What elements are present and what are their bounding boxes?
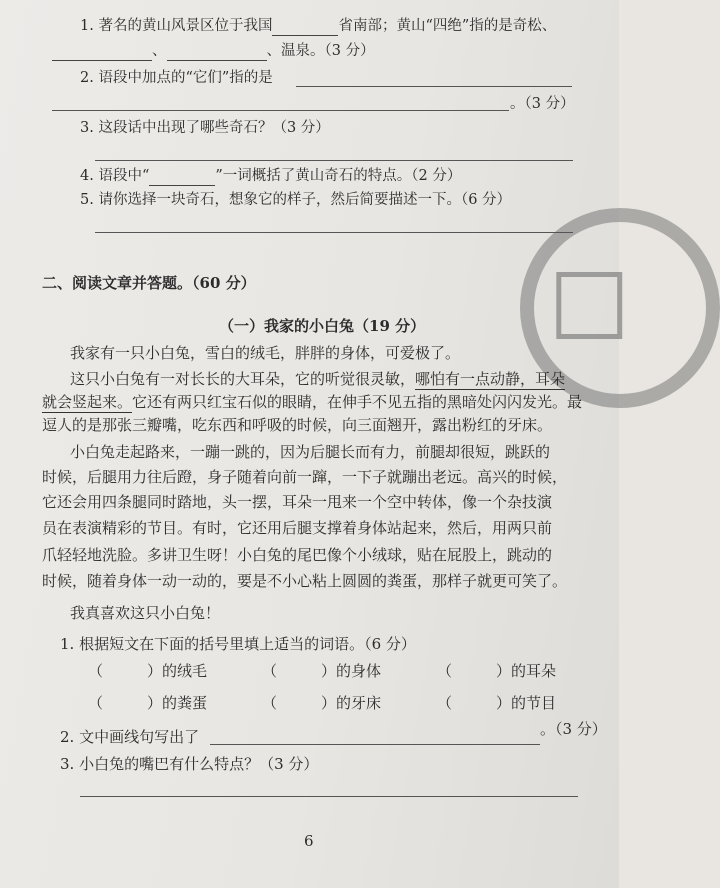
story-question-3: 3. 小白兔的嘴巴有什么特点？（3 分） — [60, 755, 319, 773]
story-line: 时候，随着身体一动一动的，要是不小心粘上圆圆的粪蛋，那样子就更可笑了。 — [42, 572, 568, 590]
story-line: 我真喜欢这只小白兔！ — [70, 604, 221, 622]
story-line: 小白兔走起路来，一蹦一跳的，因为后腿长而有力，前腿却很短，跳跃的 — [70, 443, 551, 461]
question-2-score: 。（3 分） — [540, 720, 607, 738]
question-1: 1. 著名的黄山风景区位于我国 省南部；黄山“四绝”指的是奇松、 — [80, 18, 557, 34]
story-line: 爪轻轻地洗脸。多讲卫生呀！小白兔的尾巴像个小绒球，贴在屁股上，跳动的 — [42, 546, 553, 564]
question-3: 3. 这段话中出现了哪些奇石？（3 分） — [80, 120, 330, 136]
question-4: 4. 语段中“ ”一词概括了黄山奇石的特点。（2 分） — [80, 168, 462, 184]
answer-line[interactable] — [80, 796, 578, 797]
answer-line[interactable] — [95, 160, 573, 161]
answer-blank[interactable] — [272, 19, 338, 36]
watermark-stamp-char: ☐ — [548, 254, 631, 361]
page-number: 6 — [304, 832, 314, 850]
answer-line[interactable] — [52, 110, 509, 111]
story-question-2: 2. 文中画线句写出了 — [60, 728, 200, 746]
answer-blank[interactable] — [52, 44, 152, 61]
section-heading: 二、阅读文章并答题。（60 分） — [42, 274, 256, 292]
story-line: 员在表演精彩的节目。有时，它还用后腿支撑着身体站起来，然后，用两只前 — [42, 519, 553, 537]
answer-line[interactable] — [95, 232, 573, 233]
question-2: 2. 语段中加点的“它们”指的是 — [80, 70, 273, 86]
story-title: （一）我家的小白兔（19 分） — [219, 317, 426, 335]
underlined-sentence: 哪怕有一点动静，耳朵 — [415, 370, 566, 388]
question-1-cont: 、 、温泉。（3 分） — [52, 41, 375, 61]
story-line: 这只小白兔有一对长长的大耳朵，它的听觉很灵敏，哪怕有一点动静，耳朵 — [70, 370, 566, 388]
answer-line[interactable] — [296, 86, 572, 87]
fill-paren[interactable]: （ ）的粪蛋 — [88, 694, 208, 712]
answer-line[interactable] — [210, 744, 540, 745]
answer-blank[interactable] — [167, 44, 267, 61]
story-line: 逗人的是那张三瓣嘴，吃东西和呼吸的时候，向三面翘开，露出粉红的牙床。 — [42, 416, 553, 434]
underlined-sentence: 就会竖起来。 — [42, 393, 133, 411]
story-question-1: 1. 根据短文在下面的括号里填上适当的词语。（6 分） — [60, 635, 416, 653]
question-5: 5. 请你选择一块奇石，想象它的样子，然后简要描述一下。（6 分） — [80, 192, 512, 208]
fill-paren[interactable]: （ ）的绒毛 — [88, 662, 208, 680]
fill-paren[interactable]: （ ）的身体 — [262, 662, 382, 680]
fill-paren[interactable]: （ ）的节目 — [437, 694, 557, 712]
question-2-score: 。（3 分） — [510, 96, 575, 112]
answer-blank[interactable] — [149, 169, 215, 186]
fill-paren[interactable]: （ ）的牙床 — [262, 694, 382, 712]
story-line: 它还会用四条腿同时踏地，头一摆，耳朵一甩来一个空中转体，像一个杂技演 — [42, 493, 553, 511]
story-line: 我家有一只小白兔，雪白的绒毛，胖胖的身体，可爱极了。 — [70, 344, 461, 362]
story-line: 就会竖起来。它还有两只红宝石似的眼睛，在伸手不见五指的黑暗处闪闪发光。最 — [42, 393, 583, 411]
fill-paren[interactable]: （ ）的耳朵 — [437, 662, 557, 680]
story-line: 时候，后腿用力往后蹬，身子随着向前一蹿，一下子就蹦出老远。高兴的时候， — [42, 468, 568, 486]
